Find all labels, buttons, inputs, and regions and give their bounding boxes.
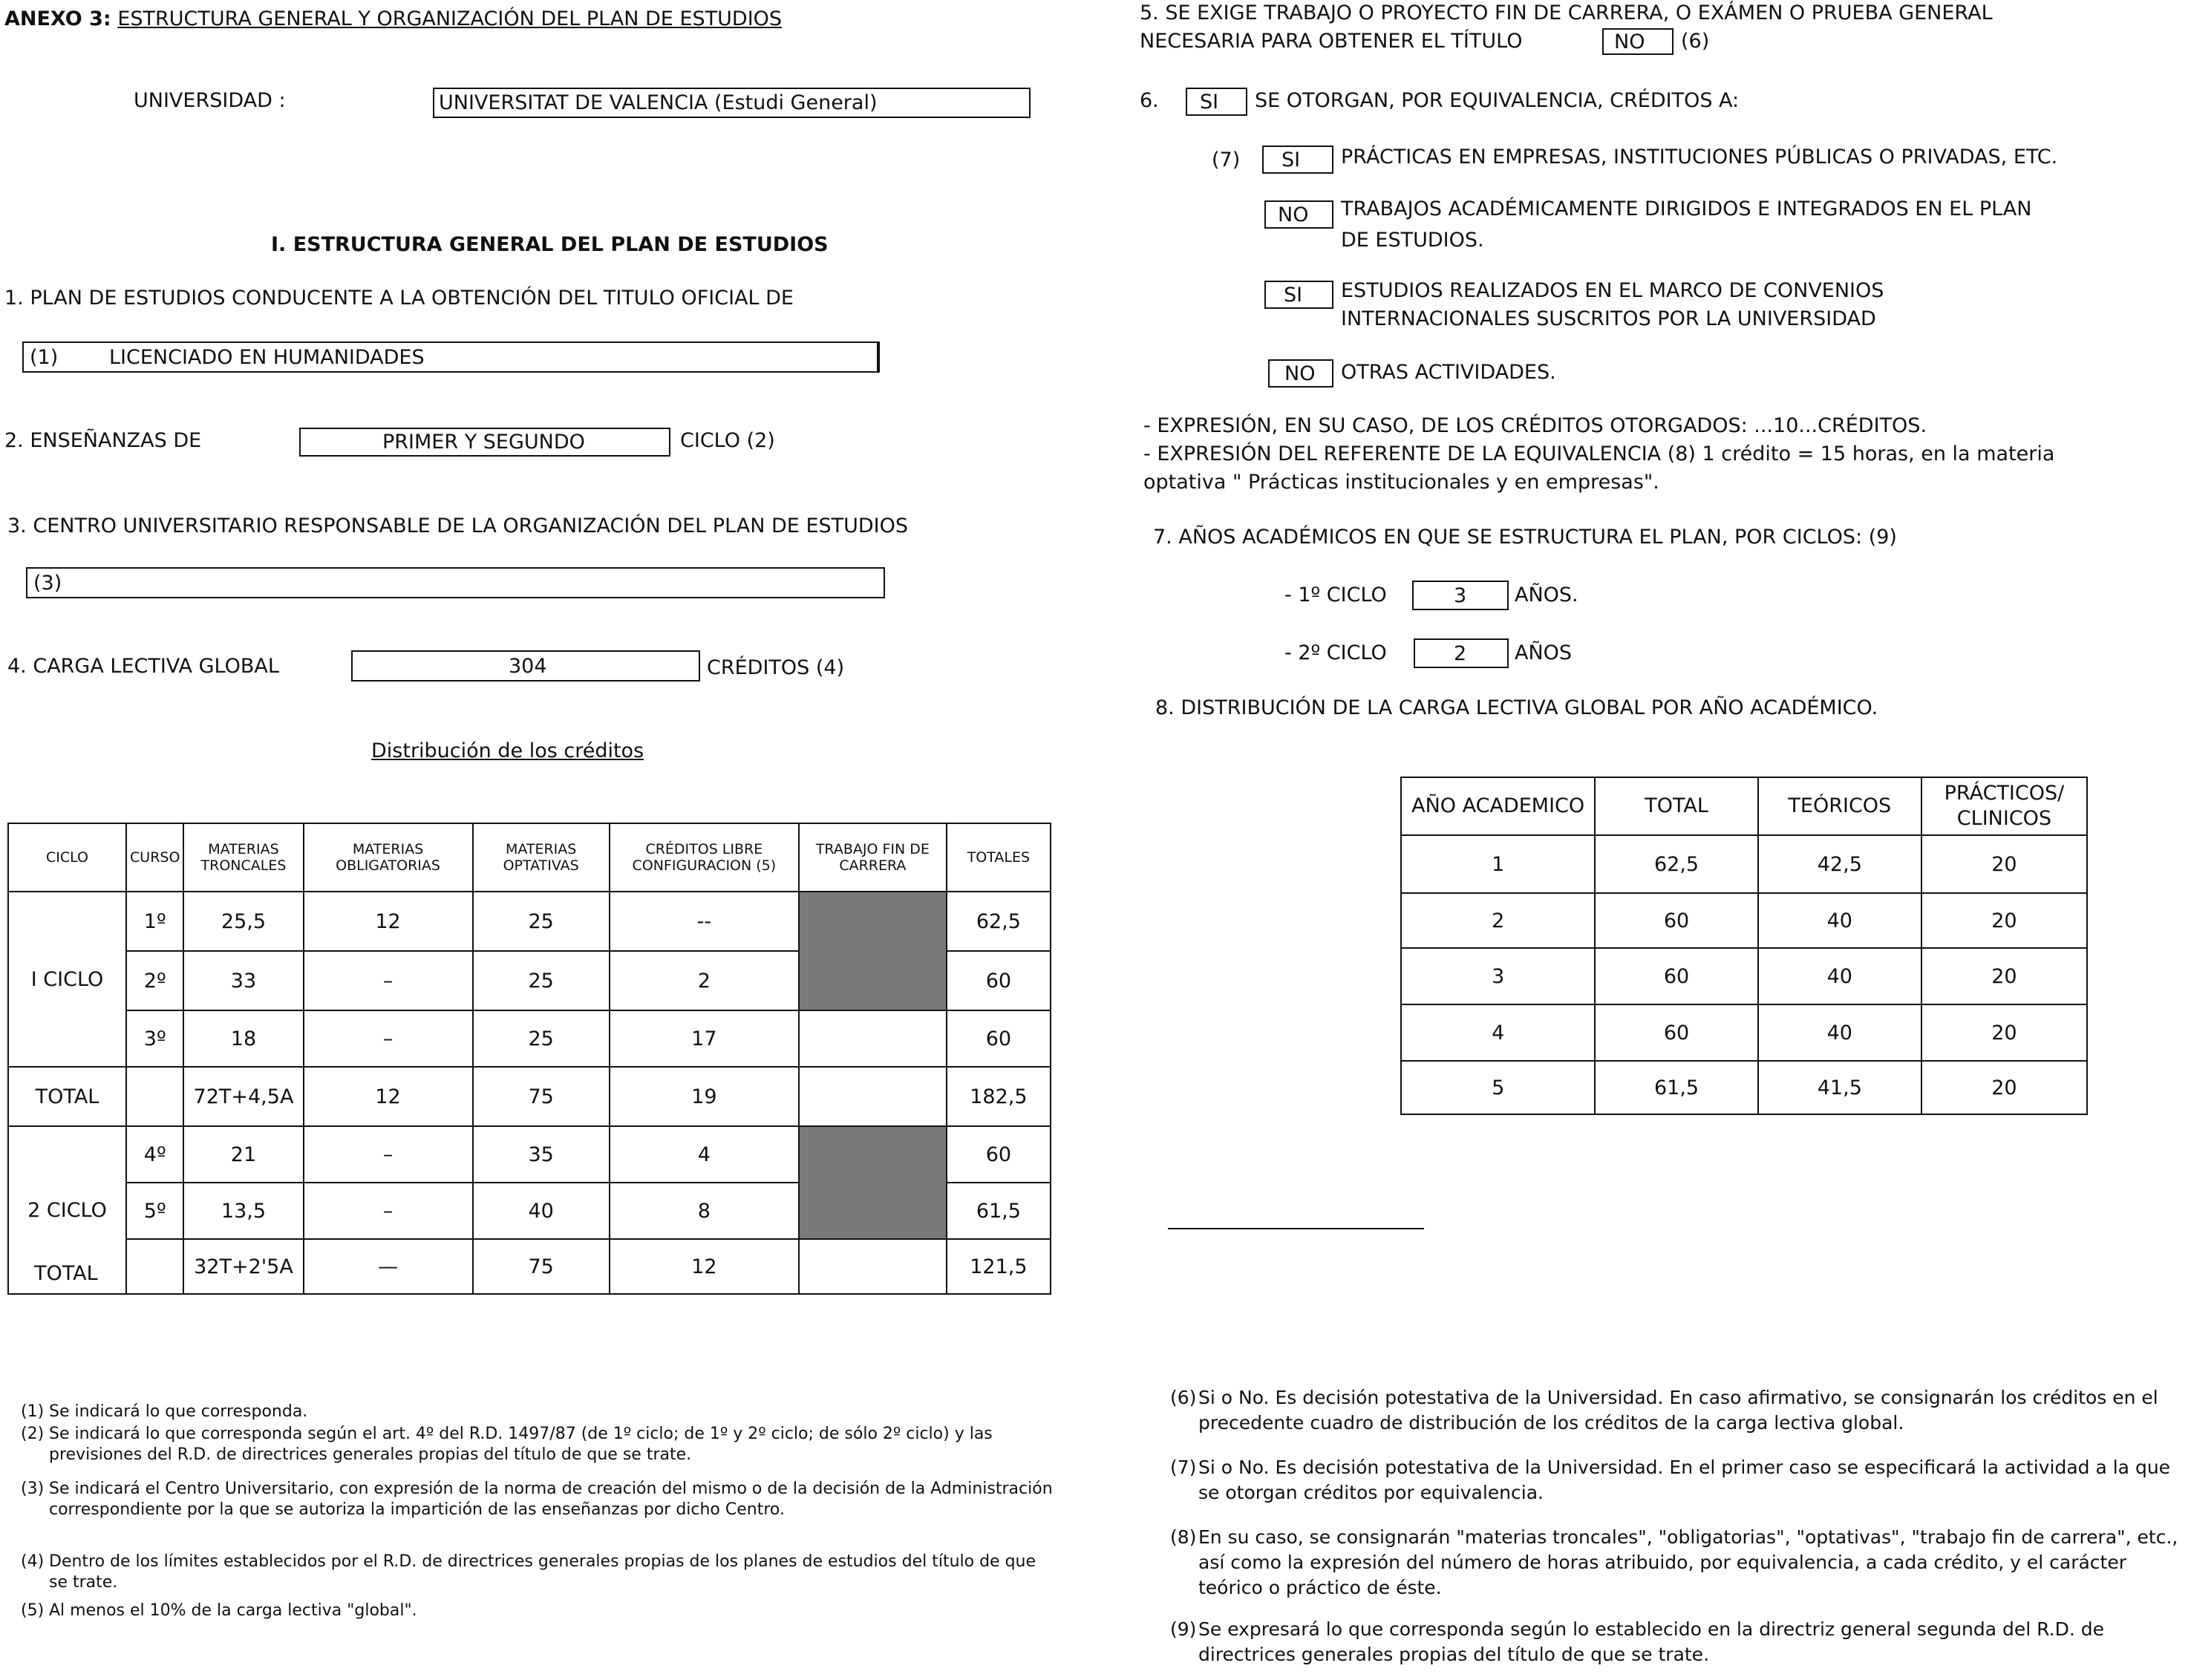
option-3-text: ESTUDIOS REALIZADOS EN EL MARCO DE CONVENIOS	[1341, 279, 1884, 302]
cell-total: 60	[947, 1126, 1051, 1183]
footnote-text: Se indicará el Centro Universitario, con expresión de la norma de creación del mismo o de la decisión de la Administración correspondiente por la que se autoriza la impartición de las enseñanzas por dicho Centro.	[49, 1480, 1053, 1519]
load-suffix: CRÉDITOS (4)	[707, 656, 845, 679]
cell-optativas: 75	[473, 1067, 610, 1126]
cycle2-years-field	[1414, 638, 1509, 668]
university-value: UNIVERSITAT DE VALENCIA (Estudi General)	[439, 91, 878, 114]
footnote-8	[1170, 1525, 2187, 1601]
table-row	[1401, 893, 2087, 948]
cell-curso: 4º	[126, 1126, 183, 1183]
cycle1-years-suffix: AÑOS.	[1515, 584, 1578, 607]
cell-curso: 1º	[126, 892, 183, 951]
cycle1-years-label: - 1º CICLO	[1284, 584, 1387, 607]
option-2-text-2: DE ESTUDIOS.	[1341, 229, 1484, 252]
table-header-row	[1401, 777, 2087, 835]
footnote-text: En su caso, se consignarán "materias troncales", "obligatorias", "optativas", "trabajo fin de carrera", etc., así como la expresión del número de horas atribuido, por equivalencia, a cada crédito, y el carácter teórico o práctico de éste.	[1198, 1526, 2178, 1598]
header-libre-configuracion: CRÉDITOS LIBRE CONFIGURACION (5)	[610, 823, 799, 892]
teaching-suffix: CICLO (2)	[680, 429, 775, 452]
option-3-text-2: INTERNACIONALES SUSCRITOS POR LA UNIVERSIDAD	[1341, 307, 1876, 330]
cycle1-label: I CICLO	[8, 892, 126, 1067]
degree-field	[22, 341, 880, 373]
section-title: I. ESTRUCTURA GENERAL DEL PLAN DE ESTUDIOS	[271, 233, 829, 256]
cell-obligatorias: –	[304, 1126, 473, 1183]
table-total-row	[8, 1067, 1051, 1126]
option-4-text: OTRAS ACTIVIDADES.	[1341, 361, 1556, 384]
cell-obligatorias: 12	[304, 892, 473, 951]
footnote-text: Si o No. Es decisión potestativa de la Universidad. En caso afirmativo, se consignarán los créditos en el precedente cuadro de distribución de los créditos de la carga lectiva global.	[1198, 1387, 2158, 1434]
cell-obligatorias: —	[304, 1239, 473, 1294]
cell-libre: 2	[610, 951, 799, 1010]
header-total: TOTAL	[1595, 777, 1757, 835]
university-field	[433, 88, 1031, 118]
annex-heading	[4, 7, 782, 30]
cell-total: 60	[1595, 948, 1757, 1004]
footnote-5	[21, 1601, 1053, 1621]
cell-total: 182,5	[947, 1067, 1051, 1126]
footnote-7	[1170, 1455, 2187, 1506]
table-row	[8, 892, 1051, 951]
footnote-2	[21, 1424, 1053, 1465]
header-practical: PRÁCTICOS/ CLINICOS	[1921, 777, 2087, 835]
option-1-field	[1262, 146, 1333, 174]
expr-1: - EXPRESIÓN, EN SU CASO, DE LOS CRÉDITOS OTORGADOS: ...10...CRÉDITOS.	[1143, 414, 1927, 437]
table-row	[1401, 835, 2087, 893]
cell-obligatorias: 12	[304, 1067, 473, 1126]
footnote-num: (3)	[21, 1480, 45, 1498]
annex-title: ESTRUCTURA GENERAL Y ORGANIZACIÓN DEL PLAN DE ESTUDIOS	[117, 7, 783, 30]
footnote-1	[21, 1402, 1053, 1422]
option-2-text: TRABAJOS ACADÉMICAMENTE DIRIGIDOS E INTEGRADOS EN EL PLAN	[1341, 197, 2032, 220]
header-ciclo: CICLO	[8, 823, 126, 892]
distribution-title: Distribución de los créditos	[371, 739, 644, 762]
cell-optativas: 25	[473, 951, 610, 1010]
header-totales: TOTALES	[947, 823, 1051, 892]
cell-troncales: 13,5	[183, 1183, 303, 1239]
shaded-cell	[799, 1126, 947, 1239]
annual-load-table	[1400, 777, 2088, 1115]
cycle1-years-value: 3	[1454, 584, 1467, 607]
header-troncales: MATERIAS TRONCALES	[183, 823, 303, 892]
cell-year: 4	[1401, 1004, 1595, 1061]
cell-theory: 40	[1758, 1004, 1921, 1061]
cell-libre: 17	[610, 1010, 799, 1067]
center-field	[26, 567, 885, 598]
table-row	[1401, 1004, 2087, 1061]
cell-theory: 40	[1758, 948, 1921, 1004]
item5-ref: (6)	[1681, 30, 1710, 53]
item8-title: 8. DISTRIBUCIÓN DE LA CARGA LECTIVA GLOBAL POR AÑO ACADÉMICO.	[1155, 696, 1878, 719]
footnote-num: (8)	[1170, 1526, 1197, 1548]
item5-value: NO	[1614, 30, 1645, 53]
header-obligatorias: MATERIAS OBLIGATORIAS	[304, 823, 473, 892]
footnote-num: (5)	[21, 1601, 45, 1620]
cell-troncales: 32T+2'5A	[183, 1239, 303, 1294]
item5-line2: NECESARIA PARA OBTENER EL TÍTULO	[1140, 30, 1523, 53]
annex-label: ANEXO 3:	[4, 7, 111, 30]
item5-field	[1602, 28, 1674, 55]
cell-optativas: 40	[473, 1183, 610, 1239]
cell-total: 121,5	[947, 1239, 1051, 1294]
cell-obligatorias: –	[304, 951, 473, 1010]
cell-optativas: 75	[473, 1239, 610, 1294]
cell-year: 1	[1401, 835, 1595, 893]
table-row	[8, 1126, 1051, 1183]
option-2-field	[1264, 200, 1333, 229]
teaching-field	[299, 428, 670, 457]
table-row	[1401, 948, 2087, 1004]
footnote-6	[1170, 1385, 2187, 1436]
cell-obligatorias: –	[304, 1010, 473, 1067]
cell-total: 60	[947, 1010, 1051, 1067]
cell-curso	[126, 1067, 183, 1126]
header-year: AÑO ACADEMICO	[1401, 777, 1595, 835]
footnote-text: Se indicará lo que corresponda.	[49, 1402, 308, 1421]
cell-libre: --	[610, 892, 799, 951]
cell-libre: 19	[610, 1067, 799, 1126]
degree-num: (1)	[30, 346, 59, 369]
cell-total: 61,5	[1595, 1061, 1757, 1114]
load-field	[351, 650, 700, 682]
cycle2-years-label: - 2º CICLO	[1284, 641, 1387, 664]
cell-total: 62,5	[947, 892, 1051, 951]
option-value: NO	[1284, 362, 1316, 385]
footnote-num: (2)	[21, 1425, 45, 1443]
cell-optativas: 35	[473, 1126, 610, 1183]
cell-practical: 20	[1921, 893, 2087, 948]
item6-ref: (7)	[1212, 148, 1241, 171]
cycle2-years-suffix: AÑOS	[1515, 641, 1573, 664]
option-value: SI	[1284, 284, 1303, 307]
footnote-text: Se expresará lo que corresponda según lo establecido en la directriz general segunda del R.D. de directrices generales propias del título de que se trate.	[1198, 1618, 2104, 1665]
cell-total: 60	[1595, 1004, 1757, 1061]
cell-optativas: 25	[473, 1010, 610, 1067]
teaching-label: 2. ENSEÑANZAS DE	[4, 429, 202, 452]
cell-trabajo	[799, 1010, 947, 1067]
cell-troncales: 25,5	[183, 892, 303, 951]
cell-optativas: 25	[473, 892, 610, 951]
header-curso: CURSO	[126, 823, 183, 892]
expr-2: - EXPRESIÓN DEL REFERENTE DE LA EQUIVALENCIA (8) 1 crédito = 15 horas, en la materia	[1143, 442, 2055, 465]
cell-troncales: 72T+4,5A	[183, 1067, 303, 1126]
table-row	[8, 1010, 1051, 1067]
footnote-text: Al menos el 10% de la carga lectiva "global".	[49, 1601, 417, 1620]
footnote-divider	[1168, 1228, 1424, 1229]
cell-total: 61,5	[947, 1183, 1051, 1239]
total2-label: TOTAL	[34, 1262, 98, 1285]
cell-curso: 3º	[126, 1010, 183, 1067]
cell-trabajo	[799, 1239, 947, 1294]
cell-libre: 8	[610, 1183, 799, 1239]
footnote-4	[21, 1552, 1053, 1593]
cell-libre: 12	[610, 1239, 799, 1294]
option-3-field	[1264, 281, 1333, 309]
load-value: 304	[509, 655, 547, 678]
center-label: 3. CENTRO UNIVERSITARIO RESPONSABLE DE LA ORGANIZACIÓN DEL PLAN DE ESTUDIOS	[7, 514, 909, 537]
cycle1-years-field	[1412, 581, 1509, 610]
option-1-text: PRÁCTICAS EN EMPRESAS, INSTITUCIONES PÚBLICAS O PRIVADAS, ETC.	[1341, 146, 2058, 169]
degree-value: LICENCIADO EN HUMANIDADES	[109, 346, 425, 369]
cell-libre: 4	[610, 1126, 799, 1183]
university-label: UNIVERSIDAD :	[134, 89, 286, 112]
cell-total: 60	[947, 951, 1051, 1010]
cell-curso: 5º	[126, 1183, 183, 1239]
cell-year: 2	[1401, 893, 1595, 948]
cell-total: 62,5	[1595, 835, 1757, 893]
total-label: TOTAL	[8, 1067, 126, 1126]
option-4-field	[1268, 359, 1333, 388]
footnote-num: (7)	[1170, 1457, 1197, 1478]
footnote-num: (6)	[1170, 1387, 1197, 1408]
cell-trabajo	[799, 1067, 947, 1126]
cell-troncales: 21	[183, 1126, 303, 1183]
cell-practical: 20	[1921, 1061, 2087, 1114]
footnote-9	[1170, 1617, 2187, 1667]
cell-troncales: 33	[183, 951, 303, 1010]
footnote-num: (4)	[21, 1552, 45, 1571]
footnote-num: (1)	[21, 1402, 45, 1421]
header-optativas: MATERIAS OPTATIVAS	[473, 823, 610, 892]
item6-field	[1186, 88, 1247, 116]
center-num: (3)	[33, 572, 62, 595]
cell-theory: 40	[1758, 893, 1921, 948]
cycle2-label: 2 CICLO	[8, 1126, 126, 1294]
load-label: 4. CARGA LECTIVA GLOBAL	[7, 655, 279, 678]
item6-num: 6.	[1140, 89, 1159, 112]
footnote-3	[21, 1479, 1053, 1520]
table-row	[1401, 1061, 2087, 1114]
item6-value: SI	[1200, 91, 1219, 114]
cell-obligatorias: –	[304, 1183, 473, 1239]
expr-3: optativa " Prácticas institucionales y en empresas".	[1143, 471, 1659, 494]
cell-practical: 20	[1921, 835, 2087, 893]
table-total-row	[8, 1239, 1051, 1294]
cell-theory: 41,5	[1758, 1061, 1921, 1114]
cell-year: 3	[1401, 948, 1595, 1004]
cell-practical: 20	[1921, 948, 2087, 1004]
footnote-text: Dentro de los límites establecidos por el R.D. de directrices generales propias de los planes de estudios del título de que se trate.	[49, 1552, 1036, 1592]
table-header-row	[8, 823, 1051, 892]
cell-practical: 20	[1921, 1004, 2087, 1061]
footnote-text: Se indicará lo que corresponda según el art. 4º del R.D. 1497/87 (de 1º ciclo; de 1º y 2º ciclo; de sólo 2º ciclo) y las previsiones del R.D. de directrices generales propias del título de que se trate.	[49, 1425, 993, 1464]
item5-line1: 5. SE EXIGE TRABAJO O PROYECTO FIN DE CARRERA, O EXÁMEN O PRUEBA GENERAL	[1140, 1, 1993, 24]
footnote-num: (9)	[1170, 1618, 1197, 1640]
header-theory: TEÓRICOS	[1758, 777, 1921, 835]
option-value: NO	[1278, 203, 1309, 226]
cell-troncales: 18	[183, 1010, 303, 1067]
cycle2-years-value: 2	[1454, 642, 1467, 665]
item7-title: 7. AÑOS ACADÉMICOS EN QUE SE ESTRUCTURA EL PLAN, POR CICLOS: (9)	[1153, 526, 1897, 549]
option-value: SI	[1281, 148, 1301, 171]
cell-theory: 42,5	[1758, 835, 1921, 893]
degree-label: 1. PLAN DE ESTUDIOS CONDUCENTE A LA OBTENCIÓN DEL TITULO OFICIAL DE	[4, 287, 794, 310]
cell-year: 5	[1401, 1061, 1595, 1114]
shaded-cell	[799, 892, 947, 1010]
item6-text: SE OTORGAN, POR EQUIVALENCIA, CRÉDITOS A:	[1255, 89, 1740, 112]
footnote-text: Si o No. Es decisión potestativa de la Universidad. En el primer caso se especificará la actividad a la que se otorgan créditos por equivalencia.	[1198, 1457, 2171, 1503]
header-trabajo-fin: TRABAJO FIN DE CARRERA	[799, 823, 947, 892]
cell-curso: 2º	[126, 951, 183, 1010]
credits-distribution-table	[7, 823, 1051, 1295]
cell-curso	[126, 1239, 183, 1294]
teaching-value: PRIMER Y SEGUNDO	[382, 431, 585, 454]
cell-total: 60	[1595, 893, 1757, 948]
